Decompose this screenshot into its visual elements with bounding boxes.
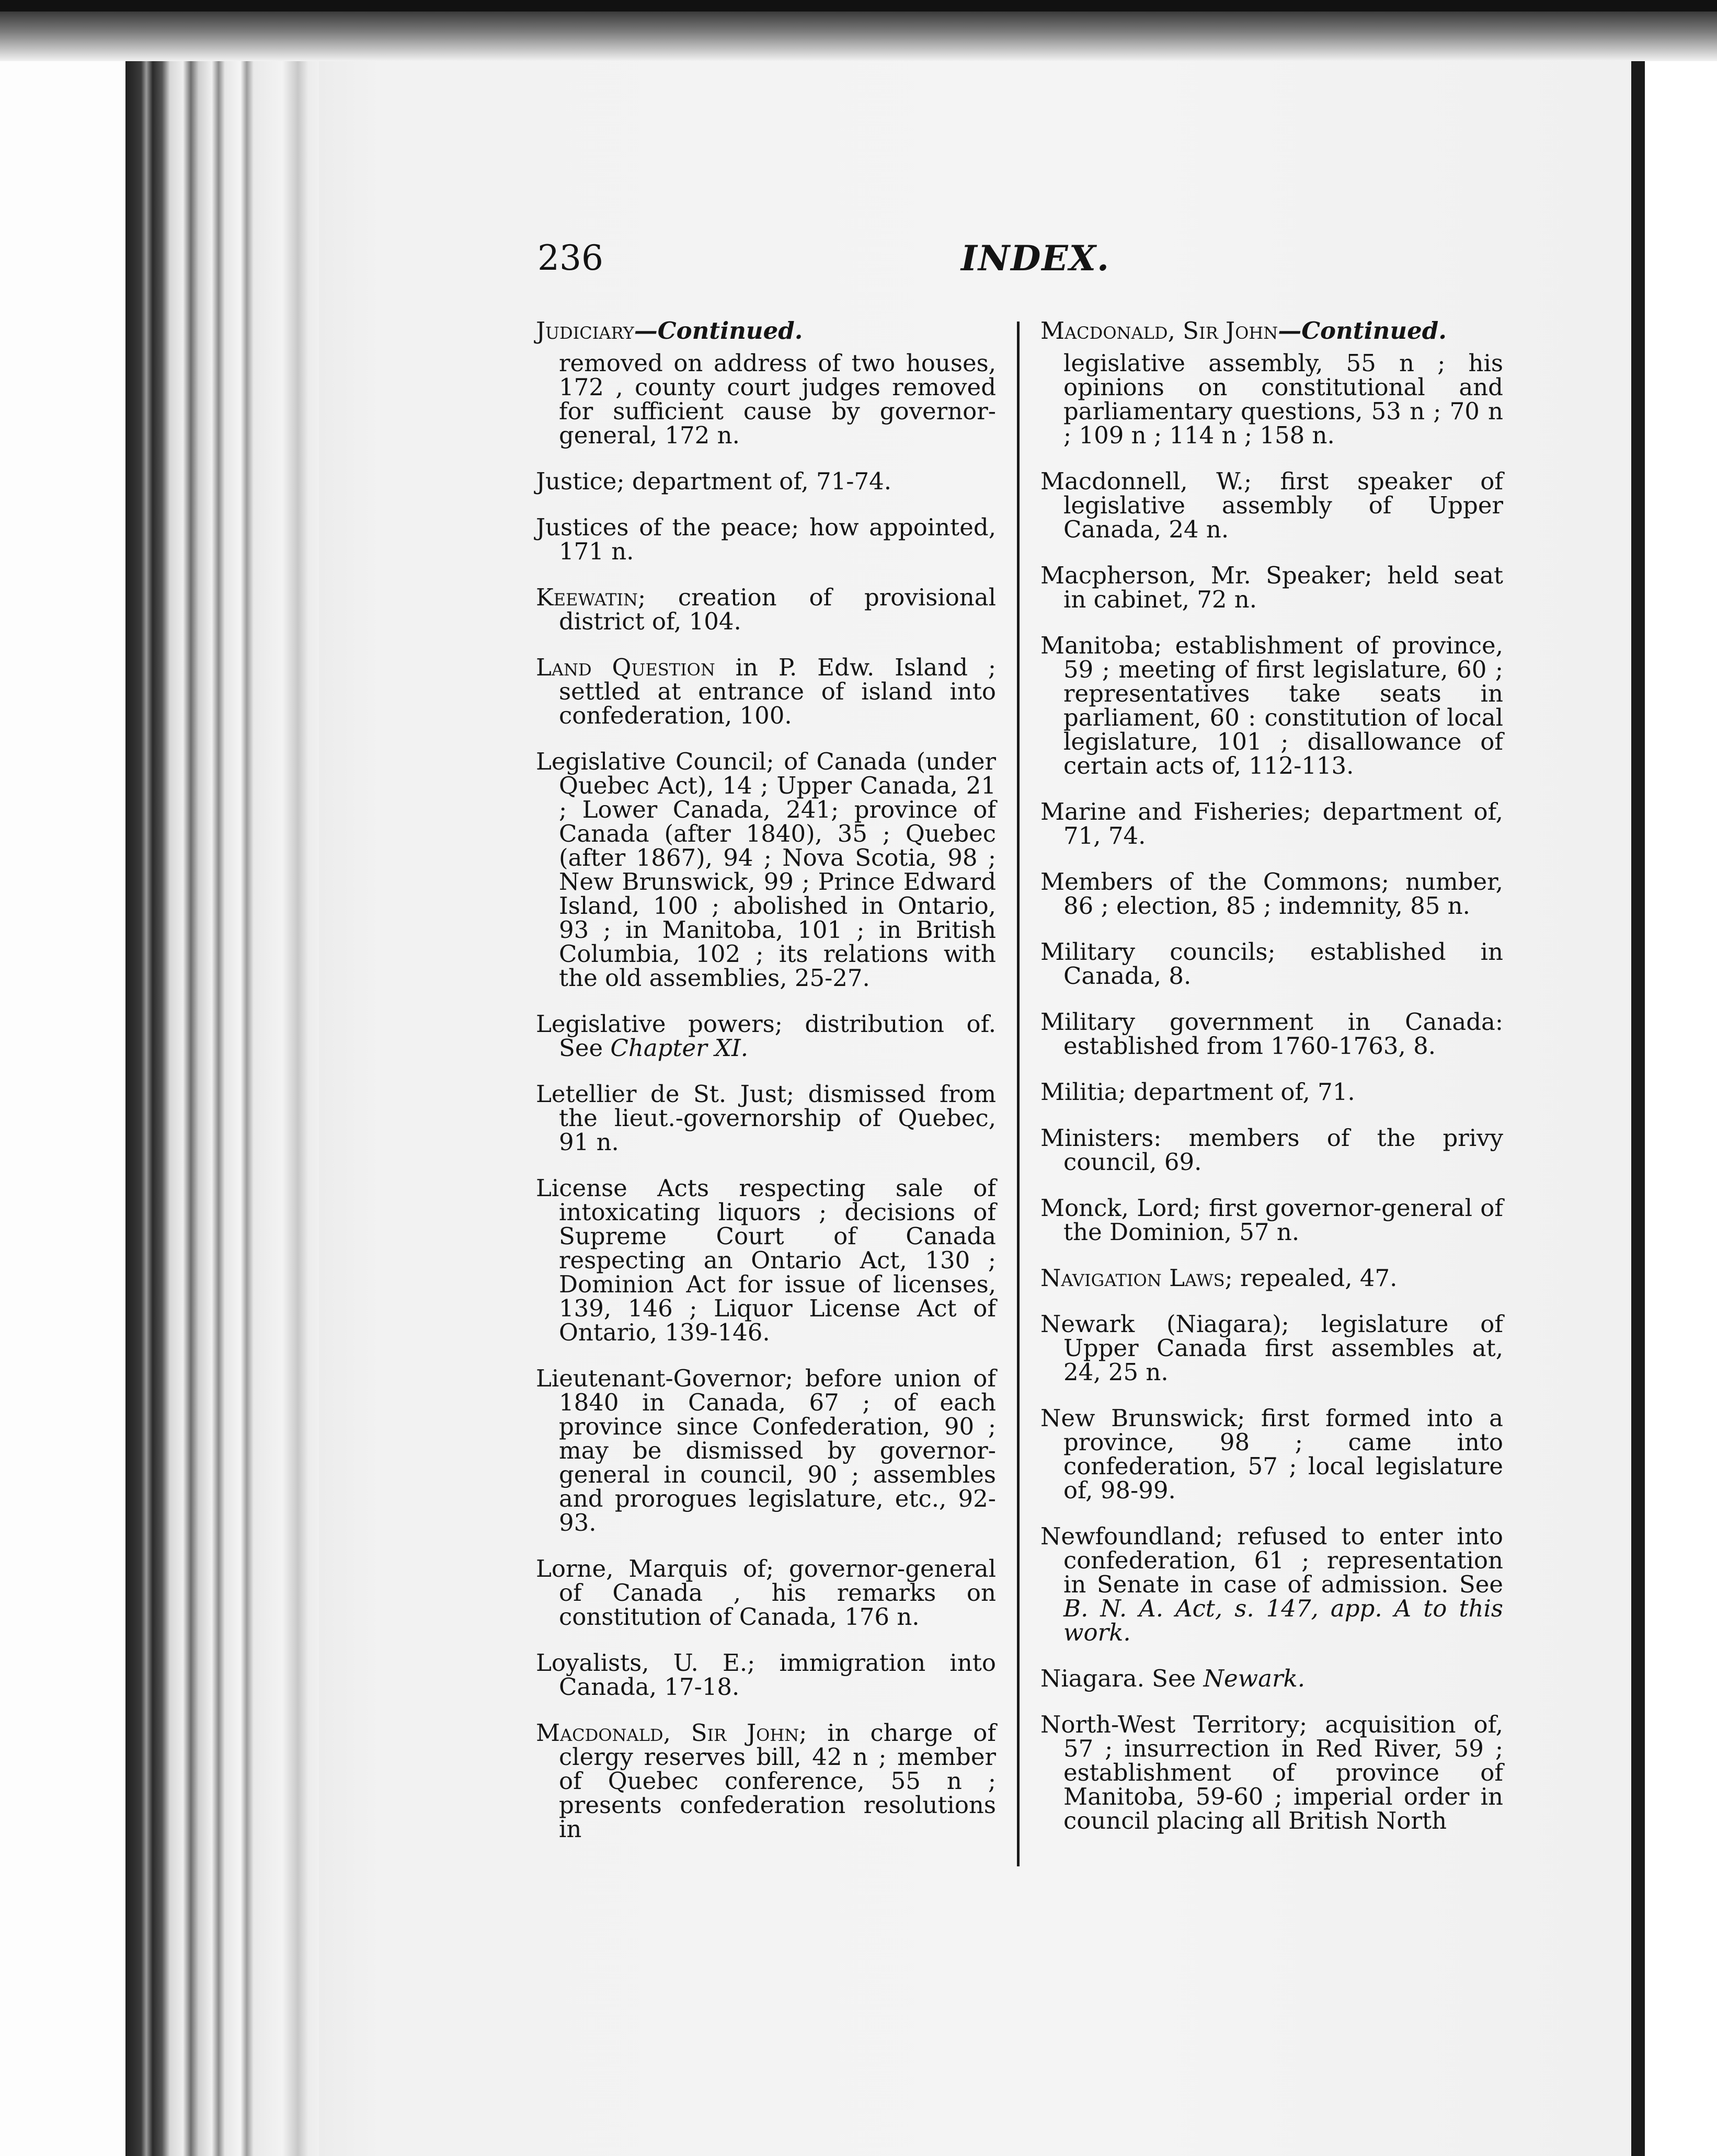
entry-head: Military government in Canada xyxy=(1040,1008,1495,1036)
entry-text: ; in charge of clergy reserves bill, 42 n ; member of Quebec conference, 55 n ; presents confederation resolutions in xyxy=(559,1719,996,1843)
entry-head: Legislative powers xyxy=(536,1010,775,1038)
index-entry xyxy=(536,1721,996,1841)
entry-text: ; before union of 1840 in Canada, 67 ; of each province since Confederation, 90 ; may be dismissed by governor-general in council, 90 ; assembles and prorogues legislature, etc., 92-93. xyxy=(559,1364,996,1536)
scan-right-margin xyxy=(1645,61,1717,2156)
index-entry xyxy=(536,469,996,494)
continued-heading xyxy=(1040,319,1503,343)
entry-head: Judiciary xyxy=(536,317,634,345)
entry-text: ; refused to enter into confederation, 61 ; representation in Senate in case of admission. See xyxy=(1063,1522,1503,1598)
entry-head: Macpherson, Mr. Speaker xyxy=(1040,561,1365,589)
entry-head: Military councils xyxy=(1040,938,1268,966)
index-entry xyxy=(1040,1713,1503,1833)
index-entry xyxy=(1040,1406,1503,1503)
index-entry xyxy=(536,1651,996,1699)
index-entry xyxy=(1040,800,1503,848)
entry-head: Justices of the peace xyxy=(536,513,792,541)
entry-text: See xyxy=(1144,1665,1196,1692)
scan-top-shadow xyxy=(0,12,1717,61)
entry-head: Newark (Niagara) xyxy=(1040,1310,1281,1338)
index-entry xyxy=(1040,1196,1503,1244)
entry-text: in P. Edw. Island ; settled at entrance of island into confederation, 100. xyxy=(559,653,996,729)
index-entry xyxy=(536,583,996,635)
entry-head: New Brunswick xyxy=(1040,1404,1238,1432)
entry-head: Letellier de St. Just xyxy=(536,1080,786,1108)
entry-text: ; dismissed from the lieut.-governorship of Quebec, 91 n. xyxy=(559,1080,996,1156)
entry-text: ; legislature of Upper Canada first assembles at, 24, 25 n. xyxy=(1063,1310,1503,1386)
index-entry xyxy=(1040,1266,1503,1290)
index-entry xyxy=(536,1082,996,1154)
continued-text: legislative assembly, 55 n ; his opinions on constitutional and parliamentary questions, 53 n ; 70 n ; 109 n ; 114 n ; 158 n. xyxy=(1063,349,1503,449)
continued-text: removed on address of two houses, 172 , county court judges removed for sufficient cause by governor-general, 172 n. xyxy=(559,349,996,449)
entry-text: ; repealed, 47. xyxy=(1224,1264,1398,1292)
index-entry xyxy=(1040,469,1503,542)
entry-text: ; department of, 71. xyxy=(1118,1078,1355,1106)
entry-text: ; governor-general of Canada , his remarks on constitution of Canada, 176 n. xyxy=(559,1555,996,1631)
index-entry xyxy=(536,1364,996,1536)
entry-text: ; of Canada (under Quebec Act), 14 ; Upper Canada, 21 ; Lower Canada, 241; province of Canada (after 1840), 35 ; Quebec (after 1867), 94 ; Nova Scotia, 98 ; New Brunswick, 99 ; Prince Edward Island, 100 ; abolished in Ontario, 93 ; in Manitoba, 101 ; in British Columbia, 102 ; its relations with the old assemblies, 25-27. xyxy=(559,748,996,992)
entry-head: Marine and Fisheries xyxy=(1040,798,1303,825)
entry-head: Justice xyxy=(536,467,617,495)
index-entry xyxy=(1040,634,1503,778)
entry-head: Ministers xyxy=(1040,1124,1154,1152)
entry-head: Macdonald, Sir John xyxy=(536,1719,799,1747)
running-head: INDEX. xyxy=(961,238,1110,279)
entry-list xyxy=(1040,469,1503,1833)
entry-head: Macdonald, Sir John xyxy=(1040,317,1278,345)
entry-text: ; establishment of province, 59 ; meeting of first legislature, 60 ; representatives take seats in parliament, 60 : constitution of local legislature, 101 ; disallowance of certain acts of, 112-113. xyxy=(1063,632,1503,779)
entry-text: ; held seat in cabinet, 72 n. xyxy=(1063,561,1503,613)
index-entry xyxy=(1040,1010,1503,1058)
entry-text: : established from 1760-1763, 8. xyxy=(1063,1008,1503,1060)
entry-text: ; first speaker of legislative assembly of Upper Canada, 24 n. xyxy=(1063,467,1504,543)
scan-right-border xyxy=(1631,61,1645,2156)
entry-head: Manitoba xyxy=(1040,632,1154,659)
entry-text: ; number, 86 ; election, 85 ; indemnity, 85 n. xyxy=(1063,868,1503,920)
entry-text: ; first formed into a province, 98 ; came into confederation, 57 ; local legislature of, 98-99. xyxy=(1063,1404,1503,1504)
entry-text: ; department of, 71-74. xyxy=(616,467,892,495)
entry-cross-reference: Chapter XI. xyxy=(610,1034,749,1062)
book-binding-edge xyxy=(125,61,319,2156)
index-entry xyxy=(536,515,996,564)
index-entry xyxy=(536,1012,996,1060)
entry-head: Newfoundland xyxy=(1040,1522,1216,1550)
index-entry xyxy=(1040,1667,1503,1691)
index-entry xyxy=(536,653,996,729)
entry-head: Lieutenant-Governor xyxy=(536,1364,785,1392)
entry-head: Land Question xyxy=(536,653,715,681)
entry-text: ; established in Canada, 8. xyxy=(1063,938,1503,990)
entry-text: respecting sale of intoxicating liquors ; decisions of Supreme Court of Canada respecting an Ontario Act, 130 ; Dominion Act for issue of licenses, 139, 146 ; Liquor License Act of Ontario, 139-146. xyxy=(559,1174,996,1346)
entry-text: ; creation of provisional district of, 104. xyxy=(559,583,996,635)
entry-head: Lorne, Marquis of xyxy=(536,1555,766,1582)
page-number: 236 xyxy=(537,238,603,278)
continued-label: —Continued. xyxy=(634,317,803,345)
entry-text: ; first governor-general of the Dominion, 57 n. xyxy=(1063,1194,1503,1246)
entry-text: ; department of, 71, 74. xyxy=(1063,798,1503,850)
index-column-left xyxy=(536,319,996,1863)
column-divider xyxy=(1017,322,1020,1866)
entry-head: Niagara. xyxy=(1040,1665,1144,1692)
entry-head: Members of the Commons xyxy=(1040,868,1381,896)
entry-head: Macdonnell, W. xyxy=(1040,467,1244,495)
entry-text: ; how appointed, 171 n. xyxy=(559,513,997,565)
entry-head: Legislative Council xyxy=(536,748,766,775)
index-entry xyxy=(536,1176,996,1345)
index-entry xyxy=(1040,1312,1503,1384)
entry-head: North-West Territory xyxy=(1040,1711,1299,1738)
index-entry xyxy=(1040,940,1503,988)
index-entry xyxy=(1040,1080,1503,1104)
scan-left-margin xyxy=(0,61,125,2156)
index-entry xyxy=(1040,561,1503,613)
entry-head: Navigation Laws xyxy=(1040,1264,1225,1292)
entry-list xyxy=(536,469,996,1841)
index-column-right xyxy=(1040,319,1503,1855)
entry-head: Loyalists, U. E. xyxy=(536,1649,748,1677)
entry-head: Militia xyxy=(1040,1078,1118,1106)
continued-heading xyxy=(536,319,996,343)
index-entry xyxy=(1040,870,1503,918)
entry-text: ; distribution of. See xyxy=(559,1010,996,1062)
continued-label: —Continued. xyxy=(1278,317,1447,345)
entry-text: : members of the privy council, 69. xyxy=(1063,1124,1503,1176)
entry-cross-reference: B. N. A. Act, s. 147, app. A to this work. xyxy=(1063,1595,1503,1646)
index-entry xyxy=(1040,1524,1503,1645)
index-entry xyxy=(536,750,996,990)
scan-top-border xyxy=(0,0,1717,12)
entry-head: Monck, Lord xyxy=(1040,1194,1193,1222)
entry-head: License Acts xyxy=(536,1174,709,1202)
entry-text: ; immigration into Canada, 17-18. xyxy=(559,1649,996,1701)
entry-cross-reference: Newark. xyxy=(1203,1665,1306,1692)
entry-text: ; acquisition of, 57 ; insurrection in Red River, 59 ; establishment of province of Manitoba, 59-60 ; imperial order in council placing all British North xyxy=(1063,1711,1503,1834)
entry-head: Keewatin xyxy=(536,583,638,611)
index-entry xyxy=(536,1557,996,1629)
index-entry xyxy=(1040,1126,1503,1174)
